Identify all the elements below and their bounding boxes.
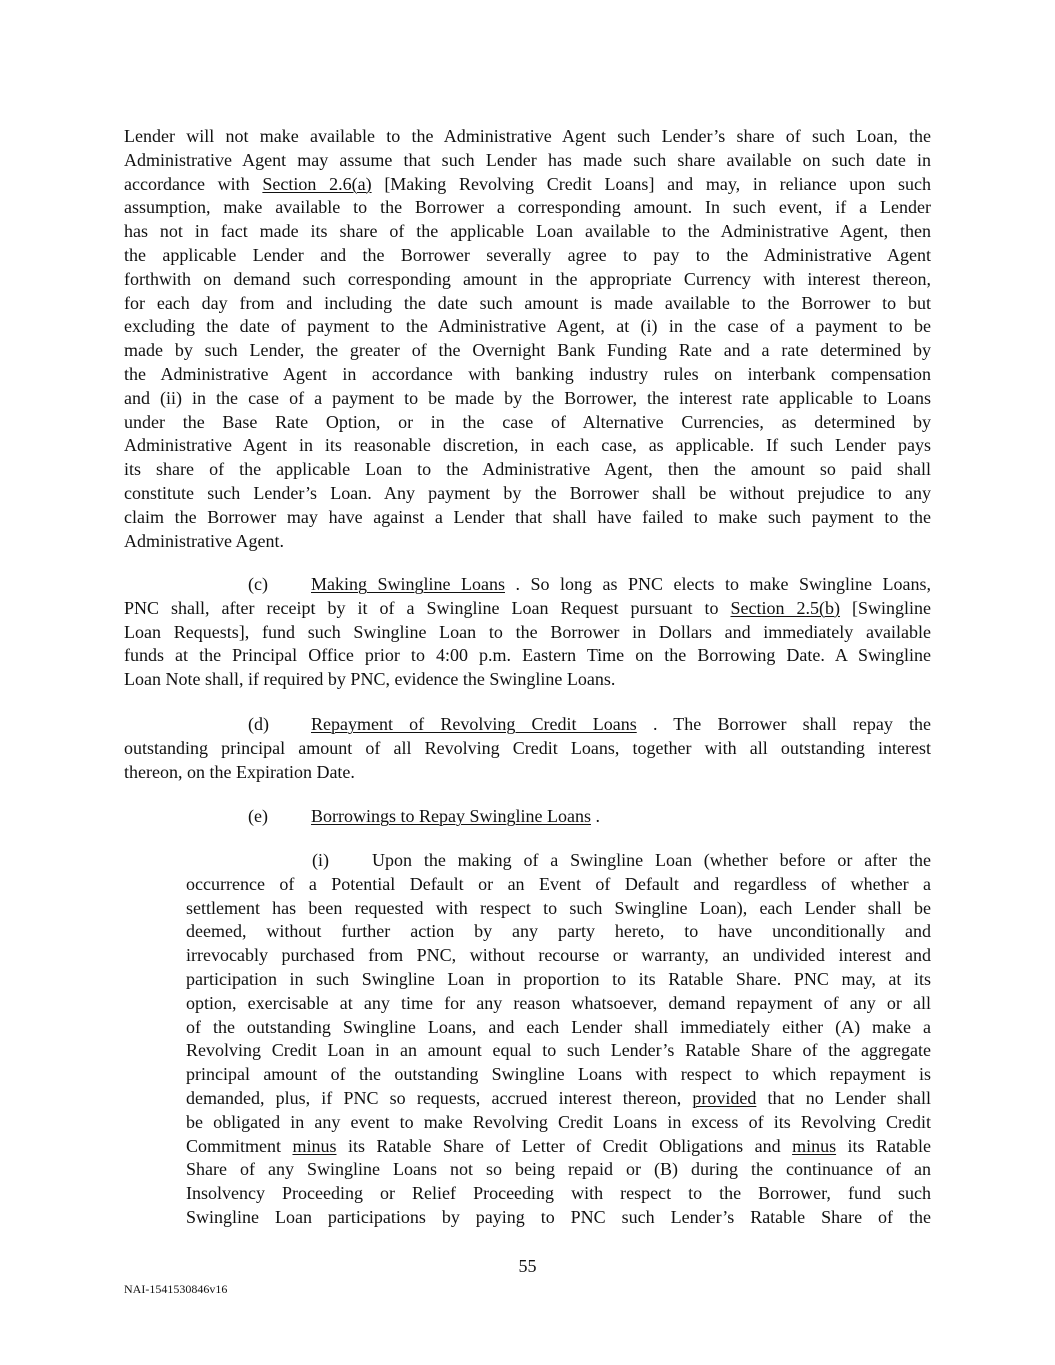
text-line	[124, 292, 931, 316]
text-line	[124, 713, 931, 737]
text-line	[186, 992, 931, 1016]
text-line	[124, 315, 931, 339]
text-line	[124, 458, 931, 482]
paragraph-e	[124, 805, 931, 829]
text-line	[186, 1206, 931, 1230]
text-segment: . The Borrower shall repay the	[652, 714, 932, 734]
text-line	[124, 220, 931, 244]
text-line	[124, 244, 931, 268]
text-segment: excluding the date of payment to the Administrative Agent, at (i) in the case of a payment to be	[124, 316, 931, 337]
text-line	[124, 196, 931, 220]
paragraph-label: (e)	[248, 806, 268, 826]
paragraph-d	[124, 713, 931, 784]
text-segment: forthwith on demand such corresponding amount in the appropriate Currency with interest thereon,	[124, 268, 931, 289]
text-line	[124, 482, 931, 506]
text-segment: Lender will not make available to the Administrative Agent such Lender’s share of such Loan, the	[124, 126, 931, 146]
text-segment: Share of any Swingline Loans not so being repaid or (B) during the continuance of an	[186, 1159, 931, 1180]
paragraph-label: (d)	[248, 714, 269, 734]
text-line	[186, 1087, 931, 1111]
text-segment: be obligated in any event to make Revolving Credit Loans in excess of its Revolving Credit	[186, 1111, 931, 1132]
text-segment: . So long as PNC elects to make Swingline Loans,	[515, 574, 932, 594]
paragraph	[124, 125, 931, 553]
text-line	[124, 668, 931, 692]
text-line	[124, 737, 931, 761]
text-segment: made by such Lender, the greater of the Overnight Bank Funding Rate and a rate determined by	[124, 340, 931, 361]
text-line	[124, 506, 931, 530]
paragraph-c	[124, 573, 931, 692]
text-line	[124, 805, 931, 829]
text-line	[186, 1039, 931, 1063]
text-segment: outstanding principal amount of all Revolving Credit Loans, together with all outstanding interest	[124, 737, 931, 758]
text-segment: option, exercisable at any time for any reason whatsoever, demand repayment of any or all	[186, 992, 931, 1013]
underlined-reference: provided	[692, 1087, 757, 1108]
text-segment: irrevocably purchased from PNC, without recourse or warranty, an undivided interest and	[186, 945, 931, 966]
text-line	[186, 1016, 931, 1040]
text-segment: Insolvency Proceeding or Relief Proceeding with respect to the Borrower, fund such	[186, 1183, 931, 1204]
text-segment: [Making Revolving Credit Loans] and may, in reliance upon such	[384, 173, 932, 194]
text-segment: assumption, make available to the Borrower a corresponding amount. In such event, if a Lender	[124, 197, 931, 218]
text-segment: and (ii) in the case of a payment to be made by the Borrower, the interest rate applicable to Loans	[124, 387, 931, 408]
text-segment: under the Base Rate Option, or in the case of Alternative Currencies, as determined by	[124, 411, 931, 432]
text-line	[124, 530, 931, 554]
underlined-reference: minus	[292, 1135, 337, 1156]
text-line	[186, 873, 931, 897]
text-segment: Administrative Agent.	[124, 530, 284, 551]
text-line	[124, 411, 931, 435]
text-segment: Revolving Credit Loan in an amount equal to such Lender’s Ratable Share of the aggregate	[186, 1040, 931, 1061]
text-segment: Upon the making of a Swingline Loan (whether before or after the	[372, 850, 931, 870]
underlined-reference: Section 2.6(a)	[262, 173, 372, 194]
text-line	[124, 268, 931, 292]
text-line	[186, 1111, 931, 1135]
underlined-reference: Making Swingline Loans	[311, 574, 505, 594]
text-line	[186, 1063, 931, 1087]
text-segment: demanded, plus, if PNC so requests, accrued interest thereon,	[186, 1087, 693, 1108]
text-segment: .	[595, 806, 600, 826]
text-segment: funds at the Principal Office prior to 4:00 p.m. Eastern Time on the Borrowing Date. A Swingline	[124, 645, 931, 666]
text-line	[124, 149, 931, 173]
text-line	[124, 597, 931, 621]
text-segment: Loan Requests], fund such Swingline Loan to the Borrower in Dollars and immediately available	[124, 621, 931, 642]
text-segment: Commitment	[186, 1135, 293, 1156]
text-segment: principal amount of the outstanding Swingline Loans with respect to which repayment is	[186, 1064, 931, 1085]
text-line	[124, 621, 931, 645]
text-segment: PNC shall, after receipt by it of a Swingline Loan Request pursuant to	[124, 597, 731, 618]
paragraph-label: (c)	[248, 574, 268, 594]
text-line	[186, 1158, 931, 1182]
text-segment: of the outstanding Swingline Loans, and each Lender shall immediately either (A) make a	[186, 1016, 931, 1037]
text-line	[124, 387, 931, 411]
text-segment: for each day from and including the date such amount is made available to the Borrower to but	[124, 292, 931, 313]
text-line	[124, 434, 931, 458]
text-line	[186, 897, 931, 921]
text-segment: its share of the applicable Loan to the Administrative Agent, then the amount so paid shall	[124, 459, 931, 480]
text-segment: deemed, without further action by any party hereto, to have unconditionally and	[186, 921, 931, 942]
text-segment: claim the Borrower may have against a Lender that shall have failed to make such payment to the	[124, 506, 931, 527]
text-segment: has not in fact made its share of the applicable Loan available to the Administrative Agent, then	[124, 221, 931, 242]
text-segment: that no Lender shall	[767, 1087, 931, 1108]
text-line	[124, 339, 931, 363]
text-line	[124, 644, 931, 668]
text-segment: Administrative Agent may assume that such Lender has made such share available on such date in	[124, 149, 931, 170]
text-segment: Swingline Loan participations by paying to PNC such Lender’s Ratable Share of the	[186, 1206, 931, 1227]
text-line	[124, 761, 931, 785]
text-line	[186, 849, 931, 873]
text-line	[186, 944, 931, 968]
text-line	[124, 573, 931, 597]
text-segment: the applicable Lender and the Borrower severally agree to pay to the Administrative Agent	[124, 244, 931, 265]
text-line	[124, 125, 931, 149]
underlined-reference: Borrowings to Repay Swingline Loans	[311, 806, 591, 826]
underlined-reference: minus	[792, 1135, 837, 1156]
text-segment: its Ratable	[847, 1135, 931, 1156]
document-id: NAI-1541530846v16	[124, 1282, 228, 1296]
underlined-reference: Section 2.5(b)	[730, 597, 840, 618]
text-segment: occurrence of a Potential Default or an Event of Default and regardless of whether a	[186, 873, 931, 894]
text-segment: Administrative Agent in its reasonable discretion, in each case, as applicable. If such Lender pays	[124, 435, 931, 456]
text-line	[124, 173, 931, 197]
text-segment: accordance with	[124, 173, 263, 194]
page-number: 55	[518, 1256, 537, 1276]
text-line	[186, 1135, 931, 1159]
paragraph-i	[186, 849, 931, 1230]
text-segment: [Swingline	[852, 597, 932, 618]
text-line	[186, 968, 931, 992]
text-segment: thereon, on the Expiration Date.	[124, 761, 355, 782]
text-line	[186, 920, 931, 944]
underlined-reference: Repayment of Revolving Credit Loans	[311, 714, 637, 734]
text-segment: constitute such Lender’s Loan. Any payment by the Borrower shall be without prejudice to any	[124, 482, 931, 503]
text-segment: settlement has been requested with respect to such Swingline Loan), each Lender shall be	[186, 897, 931, 918]
text-segment: Loan Note shall, if required by PNC, evidence the Swingline Loans.	[124, 669, 616, 690]
text-segment: the Administrative Agent in accordance with banking industry rules on interbank compensation	[124, 363, 931, 384]
text-segment: its Ratable Share of Letter of Credit Obligations and	[347, 1135, 793, 1156]
text-segment: participation in such Swingline Loan in proportion to its Ratable Share. PNC may, at its	[186, 968, 931, 989]
text-line	[186, 1182, 931, 1206]
text-line	[124, 363, 931, 387]
paragraph-label: (i)	[312, 850, 329, 870]
